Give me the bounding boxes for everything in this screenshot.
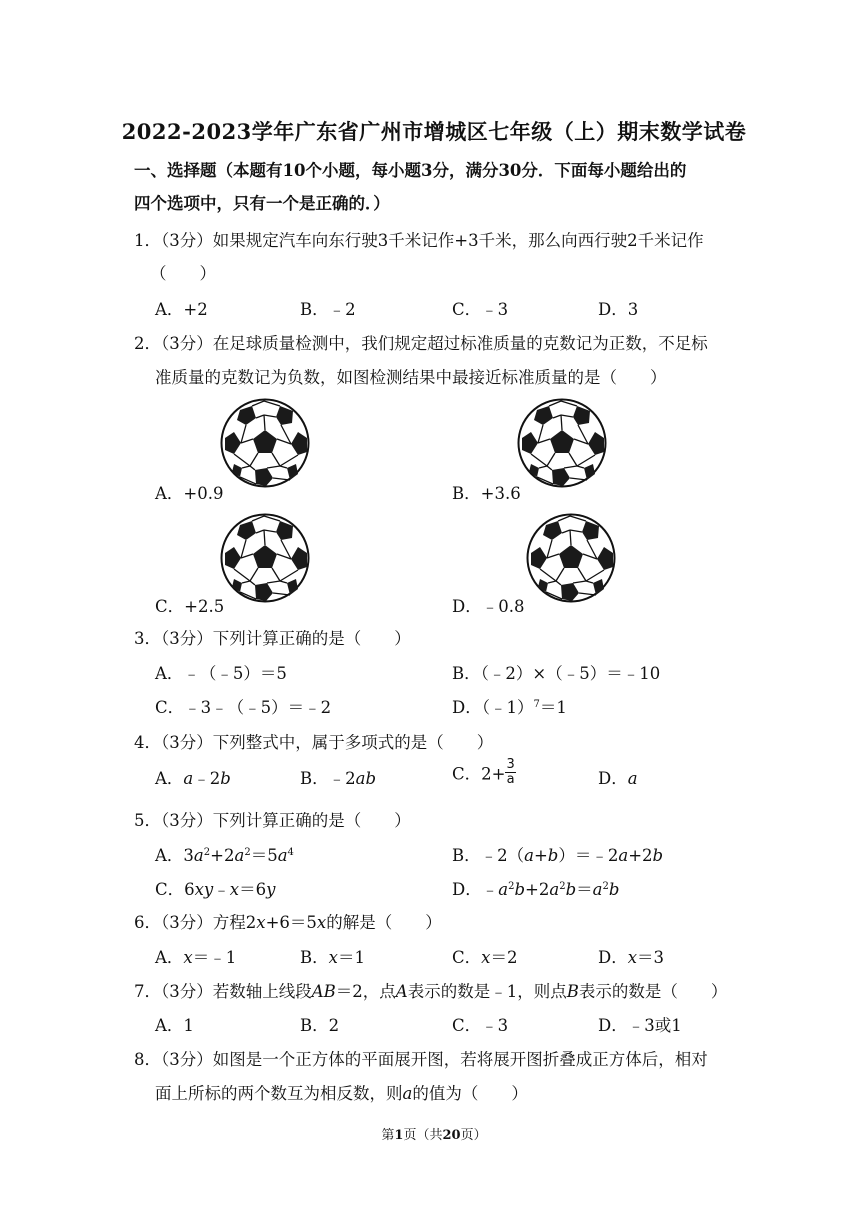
question-6-option-a: A．x＝﹣1 [155,948,237,967]
question-1-option-a: A．+2 [155,300,208,319]
question-5-option-c: C．6xy﹣x＝6y [155,880,276,899]
question-7-option-b: B．2 [300,1016,340,1035]
question-2-option-b: B．+3.6 [452,484,521,503]
question-8-text: 8．（3分）如图是一个正方体的平面展开图，若将展开图折叠成正方体后，相对 [134,1050,708,1069]
question-7-option-c: C．﹣3 [452,1016,509,1035]
question-6-option-c: C．x＝2 [452,948,518,967]
question-2-text-line2: 准质量的克数记为负数，如图检测结果中最接近标准质量的是（ ） [155,368,667,387]
soccer-ball-icon [220,513,310,603]
page-footer: 第1页（共20页） [381,1128,487,1143]
question-3-option-b: B．（﹣2）×（﹣5）＝﹣10 [452,664,661,683]
question-5-text: 5．（3分）下列计算正确的是（ ） [134,811,411,830]
question-3-option-d: D．（﹣1）$^7$＝1 [452,698,567,717]
question-2-text: 2．（3分）在足球质量检测中，我们规定超过标准质量的克数记为正数，不足标 [134,334,708,353]
question-6-text: 6．（3分）方程2x+6＝5x的解是（ ） [134,913,442,932]
question-5-option-a: A．$3a^2+2a^2=5a^4$ [155,846,294,865]
soccer-ball-icon [220,398,310,488]
section-heading-line2: 四个选项中，只有一个是正确的．） [134,194,390,213]
question-1-option-b: B．﹣2 [300,300,356,319]
question-1-option-d: D．3 [598,300,639,319]
question-8-text-line2: 面上所标的两个数互为相反数，则a的值为（ ） [155,1084,528,1103]
soccer-ball-icon [517,398,607,488]
question-1-text: 1．（3分）如果规定汽车向东行驶3千米记作+3千米，那么向西行驶2千米记作 [134,231,704,250]
question-1-option-c: C．﹣3 [452,300,509,319]
question-7-option-a: A．1 [155,1016,194,1035]
question-4-option-d: D．a [598,769,638,788]
question-4-option-a: A．a﹣2b [155,769,231,788]
section-heading-line1: 一、选择题（本题有10个小题，每小题3分，满分30分．下面每小题给出的 [134,161,687,180]
question-4-option-c: C．2+ $\frac{3}{a}$ [452,757,515,787]
question-2-option-c: C．+2.5 [155,597,225,616]
question-2-option-a: A．+0.9 [155,484,224,503]
question-3-option-c: C．﹣3﹣（﹣5）＝﹣2 [155,698,332,717]
question-7-option-d: D．﹣3或1 [598,1016,682,1035]
question-5-option-d: D．$﹣a^2b+2a^2b=a^2b$ [452,880,620,899]
question-2-option-d: D．﹣0.8 [452,597,525,616]
question-3-text: 3．（3分）下列计算正确的是（ ） [134,629,411,648]
question-7-text: 7．（3分）若数轴上线段AB＝2，点A表示的数是﹣1，则点B表示的数是（ ） [134,982,728,1001]
page-title: 2022-2023学年广东省广州市增城区七年级（上）期末数学试卷 [121,119,747,144]
question-1-blank: （ ） [150,264,216,283]
question-3-option-a: A．﹣（﹣5）＝5 [155,664,287,683]
question-4-text: 4．（3分）下列整式中，属于多项式的是（ ） [134,733,494,752]
question-4-option-b: B．﹣2ab [300,769,377,788]
question-6-option-d: D．x＝3 [598,948,665,967]
soccer-ball-icon [526,513,616,603]
question-5-option-b: B．﹣2（a+b）＝﹣2a+2b [452,846,664,865]
fraction: $\frac{3}{a}$ [506,757,515,787]
question-6-option-b: B．x＝1 [300,948,365,967]
